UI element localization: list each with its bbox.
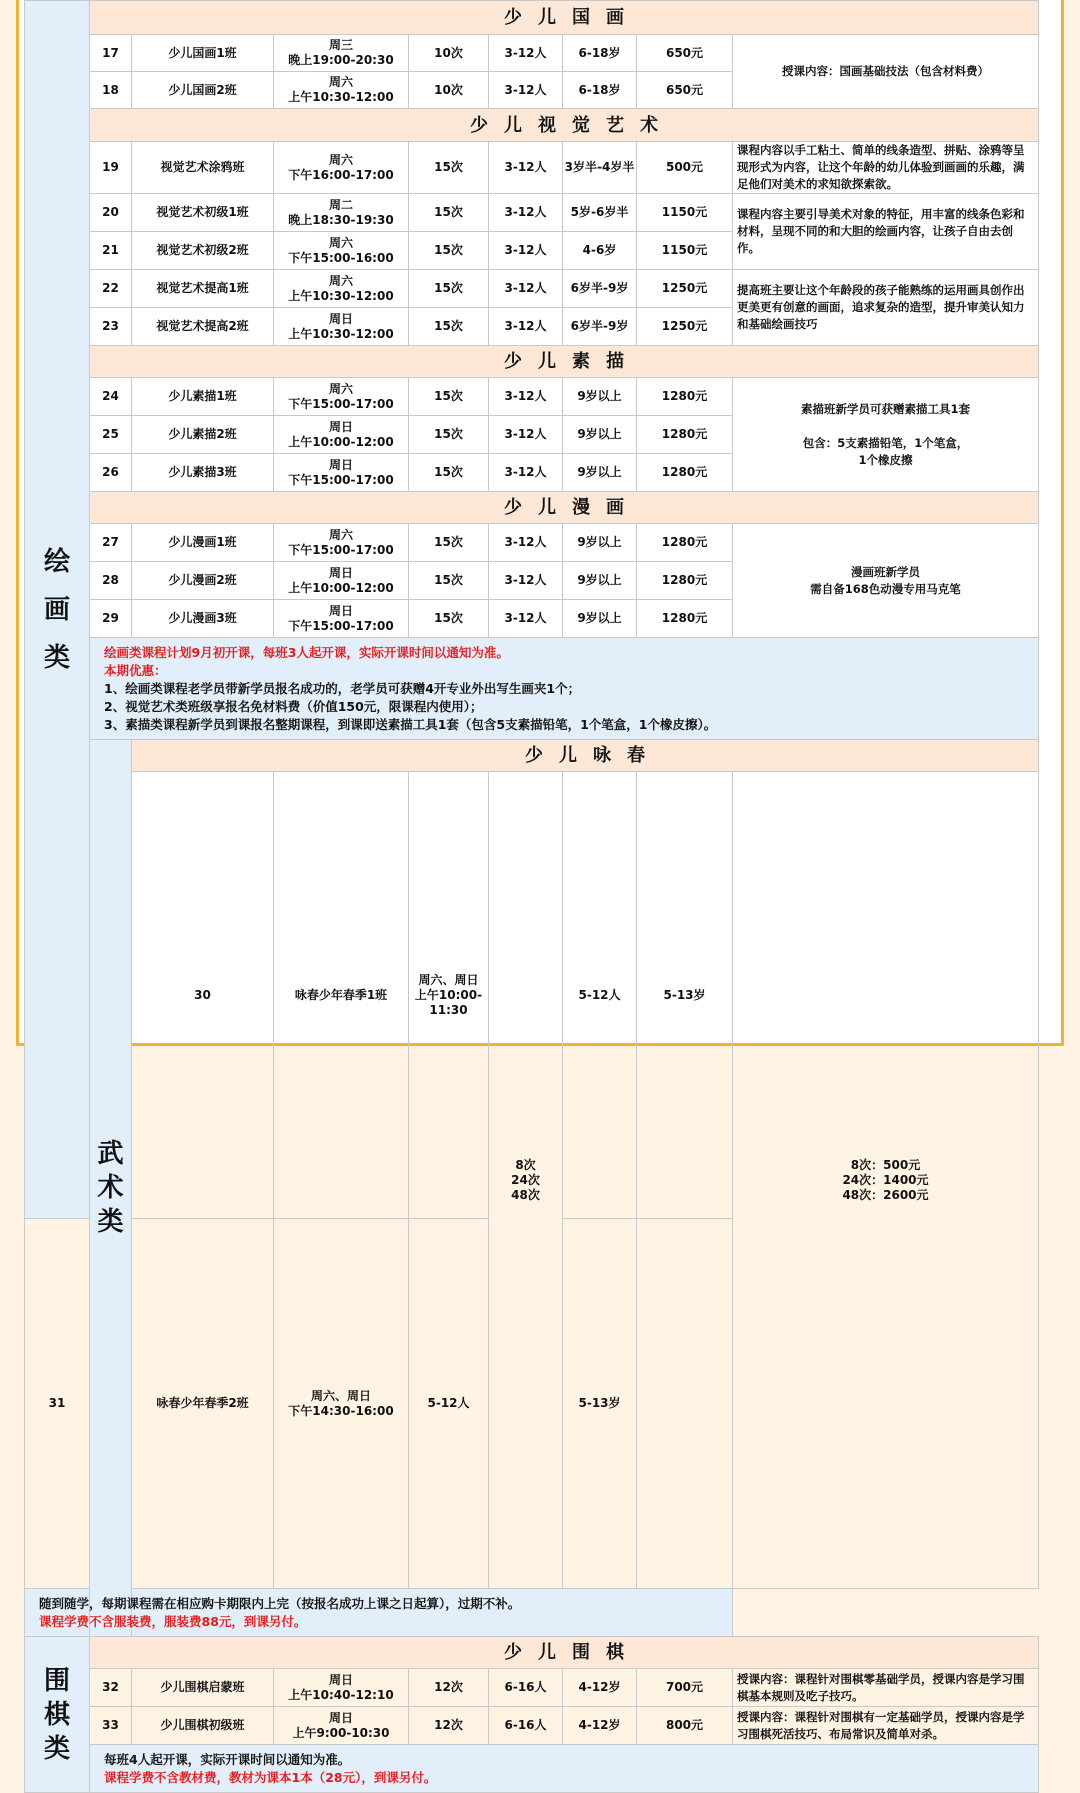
category-go: 围 棋 类 — [25, 1637, 90, 1793]
table-row: 33 少儿围棋初级班 周日 上午9:00-10:30 12次 6-16人 4-12岁 800元 授课内容：课程针对围棋有一定基础学员，授课内容是学习围棋死活技巧、布局常识及简单对杀。 — [25, 1707, 1039, 1745]
table-row: 32 少儿围棋启蒙班 周日 上午10:40-12:10 12次 6-16人 4-12岁 700元 授课内容：课程针对围棋零基础学员，授课内容是学习围棋基本规则及吃子技巧。 — [25, 1669, 1039, 1707]
table-row: 31 咏春少年春季2班 周六、周日 下午14:30-16:00 5-12人 5-13岁 — [25, 1219, 1039, 1589]
painting-notes: 绘画类课程计划9月初开课，每班3人起开课，实际开课时间以通知为准。 本期优惠： 1、绘画类课程老学员带新学员报名成功的，老学员可获赠4开专业外出写生画夹1个； 2、视觉艺术类班级享报名免材料费（价值150元，限课程内使用）； 3、素描类课程新学员到课报名整期课程，到课即送素描工具1套（包含5支素描铅笔，1个笔盒，1个橡皮擦）。 — [90, 638, 1039, 740]
course-table — [24, 0, 1039, 1793]
description-tigao: 提高班主要让这个年龄段的孩子能熟练的运用画具创作出更美更有创意的画面，追求复杂的造型，提升审美认知力和基础绘画技巧 — [733, 270, 1039, 346]
description-chuji: 课程内容主要引导美术对象的特征，用丰富的线条色彩和材料，呈现不同的和大胆的绘画内容，让孩子自由去创作。 — [733, 194, 1039, 270]
description-sumiao: 素描班新学员可获赠素描工具1套 包含：5支素描铅笔，1个笔盒， 1个橡皮擦 — [733, 378, 1039, 492]
table-row: 26 少儿素描3班 周日 下午15:00-17:00 15次 3-12人 9岁以上 1280元 — [25, 454, 1039, 492]
table-row: 22 视觉艺术提高1班 周六 上午10:30-12:00 15次 3-12人 6岁半-9岁 1250元 提高班主要让这个年龄段的孩子能熟练的运用画具创作出更美更有创意的画面，追求复杂的造型，提升审美认知力和基础绘画技巧 — [25, 270, 1039, 308]
section-title-sumiao: 少儿素描 — [90, 346, 1039, 378]
go-notes: 每班4人起开课，实际开课时间以通知为准。 课程学费不含教材费，教材为课本1本（28元），到课另付。 — [90, 1745, 1039, 1793]
table-row: 29 少儿漫画3班 周日 下午15:00-17:00 15次 3-12人 9岁以上 1280元 — [25, 600, 1039, 638]
table-row: 20 视觉艺术初级1班 周二 晚上18:30-19:30 15次 3-12人 5岁-6岁半 1150元 课程内容主要引导美术对象的特征，用丰富的线条色彩和材料，呈现不同的和大胆的绘画内容，让孩子自由去创作。 — [25, 194, 1039, 232]
table-row: 21 视觉艺术初级2班 周六 下午15:00-16:00 15次 3-12人 4-6岁 1150元 — [25, 232, 1039, 270]
section-title-yongchun: 少儿咏春 — [132, 740, 1039, 772]
section-title-manhua: 少儿漫画 — [90, 492, 1039, 524]
section-title-weiqi: 少儿围棋 — [90, 1637, 1039, 1669]
description-guohua: 授课内容：国画基础技法（包含材料费） — [733, 35, 1039, 109]
martial-notes: 随到随学，每期课程需在相应购卡期限内上完（按报名成功上课之日起算），过期不补。 课程学费不含服装费，服装费88元，到课另付。 — [25, 1589, 733, 1637]
description-weiqi1: 授课内容：课程针对围棋零基础学员，授课内容是学习围棋基本规则及吃子技巧。 — [733, 1669, 1039, 1707]
table-row: 25 少儿素描2班 周日 上午10:00-12:00 15次 3-12人 9岁以上 1280元 — [25, 416, 1039, 454]
table-row: 27 少儿漫画1班 周六 下午15:00-17:00 15次 3-12人 9岁以上 1280元 漫画班新学员 需自备168色动漫专用马克笔 — [25, 524, 1039, 562]
table-row: 17 少儿国画1班 周三 晚上19:00-20:30 10次 3-12人 6-18岁 650元 授课内容：国画基础技法（包含材料费） — [25, 35, 1039, 72]
table-row: 28 少儿漫画2班 周日 上午10:00-12:00 15次 3-12人 9岁以上 1280元 — [25, 562, 1039, 600]
category-martial: 武 术 类 — [90, 740, 132, 1637]
section-title-guohua: 少儿国画 — [90, 1, 1039, 35]
table-row: 23 视觉艺术提高2班 周日 上午10:30-12:00 15次 3-12人 6岁半-9岁 1250元 — [25, 308, 1039, 346]
table-row: 19 视觉艺术涂鸦班 周六 下午16:00-17:00 15次 3-12人 3岁半-4岁半 500元 课程内容以手工粘土、简单的线条造型、拼贴、涂鸦等呈现形式为内容，让这个年龄的幼儿体验到画画的乐趣，满足他们对美术的求知欲探索欲。 — [25, 142, 1039, 194]
description-weiqi2: 授课内容：课程针对围棋有一定基础学员，授课内容是学习围棋死活技巧、布局常识及简单对杀。 — [733, 1707, 1039, 1745]
description-tuya: 课程内容以手工粘土、简单的线条造型、拼贴、涂鸦等呈现形式为内容，让这个年龄的幼儿体验到画画的乐趣，满足他们对美术的求知欲探索欲。 — [733, 142, 1039, 194]
yongchun-price: 8次：500元 24次：1400元 48次：2600元 — [733, 772, 1039, 1589]
description-manhua: 漫画班新学员 需自备168色动漫专用马克笔 — [733, 524, 1039, 638]
section-title-visual: 少儿视觉艺术 — [90, 109, 1039, 142]
table-row: 24 少儿素描1班 周六 下午15:00-17:00 15次 3-12人 9岁以上 1280元 素描班新学员可获赠素描工具1套 包含：5支素描铅笔，1个笔盒， 1个橡皮擦 — [25, 378, 1039, 416]
table-row: 30 咏春少年春季1班 周六、周日 上午10:00-11:30 8次 24次 48次 5-12人 5-13岁 8次：500元 24次：1400元 48次：2600元 — [25, 772, 1039, 1219]
table-row: 18 少儿国画2班 周六 上午10:30-12:00 10次 3-12人 6-18岁 650元 — [25, 72, 1039, 109]
yongchun-sessions: 8次 24次 48次 — [489, 772, 563, 1589]
category-painting: 绘 画 类 — [25, 1, 90, 1219]
